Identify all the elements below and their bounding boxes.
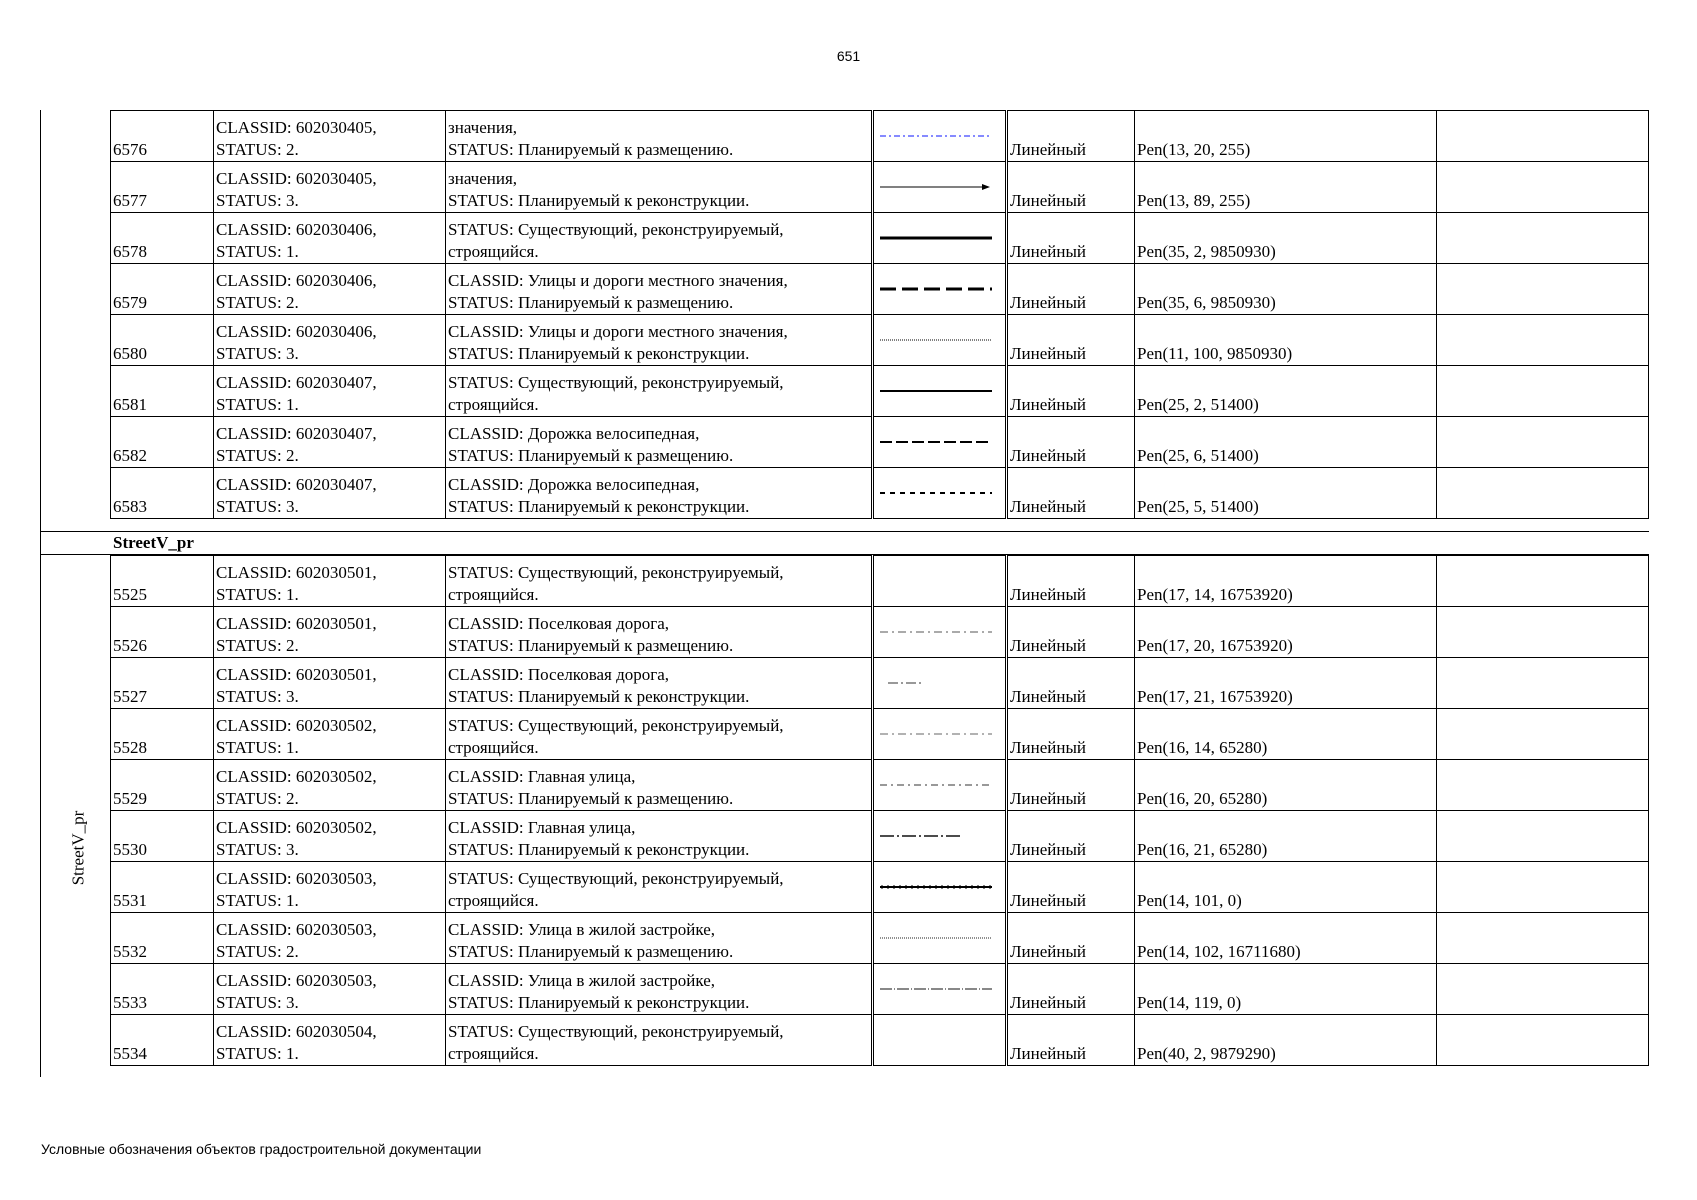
table-row [111, 709, 1649, 760]
row-classid-text: STATUS: 2. [216, 942, 299, 961]
row-code-text: 5526 [113, 636, 147, 655]
row-type [1007, 111, 1135, 162]
row-pen-text: Pen(13, 89, 255) [1137, 191, 1251, 210]
row-pen [1135, 162, 1437, 213]
row-pen [1135, 111, 1437, 162]
row-description-text: STATUS: Планируемый к реконструкции. [448, 993, 750, 1012]
line-symbol-icon [874, 164, 998, 210]
row-empty [1437, 315, 1649, 366]
row-pen-text: Pen(25, 5, 51400) [1137, 497, 1259, 516]
row-code [111, 913, 214, 964]
row-code-text: 5533 [113, 993, 147, 1012]
table-row [111, 760, 1649, 811]
document-footer: Условные обозначения объектов градостроительной документации [41, 1141, 482, 1157]
row-code-text: 6581 [113, 395, 147, 414]
line-symbol-icon [874, 609, 998, 655]
row-code [111, 213, 214, 264]
row-empty [1437, 709, 1649, 760]
row-description-text: STATUS: Планируемый к размещению. [448, 789, 734, 808]
row-symbol [873, 709, 1007, 760]
row-pen [1135, 1015, 1437, 1066]
row-classid-text: STATUS: 3. [216, 344, 299, 363]
row-description-text: строящийся. [448, 891, 539, 910]
row-description [446, 709, 873, 760]
row-classid [214, 709, 446, 760]
row-empty [1437, 964, 1649, 1015]
row-description-text: CLASSID: Дорожка велосипедная, [448, 424, 700, 443]
row-empty [1437, 162, 1649, 213]
row-description-text: CLASSID: Улицы и дороги местного значения, [448, 271, 788, 290]
row-code [111, 658, 214, 709]
row-description [446, 862, 873, 913]
row-code-text: 6583 [113, 497, 147, 516]
row-classid-text: STATUS: 3. [216, 840, 299, 859]
row-classid [214, 417, 446, 468]
row-empty [1437, 366, 1649, 417]
row-code-text: 6579 [113, 293, 147, 312]
row-classid-text: CLASSID: 602030502, [216, 818, 377, 837]
row-description-text: STATUS: Существующий, реконструируемый, [448, 1022, 784, 1041]
row-pen-text: Pen(16, 20, 65280) [1137, 789, 1268, 808]
row-code-text: 5527 [113, 687, 147, 706]
row-type-text: Линейный [1010, 891, 1086, 910]
row-code [111, 366, 214, 417]
row-description-text: CLASSID: Улица в жилой застройке, [448, 920, 716, 939]
line-symbol-icon [874, 762, 998, 808]
row-type-text: Линейный [1010, 789, 1086, 808]
row-pen-text: Pen(35, 6, 9850930) [1137, 293, 1276, 312]
row-description-text: строящийся. [448, 242, 539, 261]
row-classid-text: STATUS: 3. [216, 191, 299, 210]
row-classid-text: CLASSID: 602030405, [216, 169, 377, 188]
row-description [446, 213, 873, 264]
row-symbol [873, 658, 1007, 709]
row-type [1007, 862, 1135, 913]
row-classid [214, 760, 446, 811]
row-description [446, 162, 873, 213]
table-row [111, 111, 1649, 162]
row-description-text: CLASSID: Улицы и дороги местного значения, [448, 322, 788, 341]
row-type-text: Линейный [1010, 344, 1086, 363]
row-description [446, 366, 873, 417]
table-row [111, 1015, 1649, 1066]
line-symbol-icon [874, 660, 998, 706]
row-classid-text: STATUS: 2. [216, 293, 299, 312]
row-code [111, 607, 214, 658]
table-row [111, 213, 1649, 264]
row-description-text: STATUS: Планируемый к реконструкции. [448, 497, 750, 516]
row-description [446, 658, 873, 709]
row-empty [1437, 658, 1649, 709]
row-description-text: строящийся. [448, 395, 539, 414]
table-row [111, 862, 1649, 913]
row-pen-text: Pen(17, 20, 16753920) [1137, 636, 1293, 655]
row-symbol [873, 862, 1007, 913]
page-number: 651 [836, 48, 861, 64]
row-description-text: значения, [448, 118, 518, 137]
row-code-text: 6582 [113, 446, 147, 465]
row-pen [1135, 607, 1437, 658]
row-type-text: Линейный [1010, 738, 1086, 757]
line-symbol-icon [874, 966, 998, 1012]
row-type [1007, 417, 1135, 468]
row-pen-text: Pen(17, 21, 16753920) [1137, 687, 1293, 706]
row-empty [1437, 862, 1649, 913]
row-classid [214, 315, 446, 366]
row-type-text: Линейный [1010, 585, 1086, 604]
row-symbol [873, 811, 1007, 862]
table-row [111, 468, 1649, 519]
row-pen [1135, 556, 1437, 607]
row-classid-text: CLASSID: 602030501, [216, 665, 377, 684]
line-symbol-icon [874, 113, 998, 159]
row-description-text: STATUS: Планируемый к реконструкции. [448, 344, 750, 363]
row-classid [214, 264, 446, 315]
row-classid [214, 162, 446, 213]
line-symbol-icon [874, 813, 998, 859]
row-code [111, 162, 214, 213]
row-type [1007, 607, 1135, 658]
row-code [111, 556, 214, 607]
row-code-text: 5529 [113, 789, 147, 808]
row-classid [214, 213, 446, 264]
row-pen [1135, 913, 1437, 964]
row-description-text: значения, [448, 169, 518, 188]
row-empty [1437, 1015, 1649, 1066]
row-type [1007, 468, 1135, 519]
row-classid-text: CLASSID: 602030407, [216, 373, 377, 392]
row-type-text: Линейный [1010, 636, 1086, 655]
legend-table-bottom [110, 555, 1649, 1066]
row-type [1007, 913, 1135, 964]
row-pen-text: Pen(25, 6, 51400) [1137, 446, 1259, 465]
row-symbol [873, 162, 1007, 213]
row-type [1007, 760, 1135, 811]
row-pen [1135, 417, 1437, 468]
row-pen [1135, 468, 1437, 519]
row-empty [1437, 213, 1649, 264]
row-code [111, 111, 214, 162]
row-description [446, 417, 873, 468]
row-type [1007, 556, 1135, 607]
row-classid [214, 964, 446, 1015]
row-classid-text: STATUS: 1. [216, 738, 299, 757]
table-row [111, 556, 1649, 607]
line-symbol-icon [874, 368, 998, 414]
row-type-text: Линейный [1010, 687, 1086, 706]
row-classid-text: STATUS: 2. [216, 446, 299, 465]
row-type-text: Линейный [1010, 395, 1086, 414]
row-type-text: Линейный [1010, 993, 1086, 1012]
row-code-text: 6577 [113, 191, 147, 210]
row-type-text: Линейный [1010, 293, 1086, 312]
group-left-border-top [40, 110, 41, 532]
table-row [111, 913, 1649, 964]
row-description [446, 811, 873, 862]
row-description [446, 468, 873, 519]
row-classid-text: STATUS: 1. [216, 1044, 299, 1063]
row-symbol [873, 366, 1007, 417]
row-classid-text: STATUS: 2. [216, 140, 299, 159]
row-description-text: STATUS: Планируемый к размещению. [448, 140, 734, 159]
row-code [111, 264, 214, 315]
row-classid [214, 862, 446, 913]
row-symbol [873, 111, 1007, 162]
row-pen [1135, 964, 1437, 1015]
row-symbol [873, 1015, 1007, 1066]
line-symbol-icon [874, 317, 998, 363]
row-symbol [873, 315, 1007, 366]
row-pen-text: Pen(35, 2, 9850930) [1137, 242, 1276, 261]
line-symbol-icon [874, 915, 998, 961]
row-pen-text: Pen(14, 101, 0) [1137, 891, 1242, 910]
row-pen-text: Pen(17, 14, 16753920) [1137, 585, 1293, 604]
row-description [446, 760, 873, 811]
row-code-text: 5534 [113, 1044, 147, 1063]
line-symbol-icon [874, 558, 998, 604]
row-classid [214, 1015, 446, 1066]
row-description-text: STATUS: Планируемый к размещению. [448, 446, 734, 465]
row-code [111, 315, 214, 366]
line-symbol-icon [874, 419, 998, 465]
row-symbol [873, 556, 1007, 607]
row-classid [214, 607, 446, 658]
row-pen-text: Pen(25, 2, 51400) [1137, 395, 1259, 414]
row-empty [1437, 468, 1649, 519]
row-code-text: 5531 [113, 891, 147, 910]
row-symbol [873, 213, 1007, 264]
row-classid-text: CLASSID: 602030407, [216, 475, 377, 494]
row-pen-text: Pen(40, 2, 9879290) [1137, 1044, 1276, 1063]
row-code-text: 5528 [113, 738, 147, 757]
group-left-border-bottom [40, 555, 41, 1077]
row-classid-text: CLASSID: 602030407, [216, 424, 377, 443]
row-pen-text: Pen(13, 20, 255) [1137, 140, 1251, 159]
table-row [111, 162, 1649, 213]
row-classid [214, 658, 446, 709]
row-symbol [873, 264, 1007, 315]
row-empty [1437, 264, 1649, 315]
row-type [1007, 658, 1135, 709]
row-description-text: CLASSID: Дорожка велосипедная, [448, 475, 700, 494]
row-description [446, 556, 873, 607]
row-type-text: Линейный [1010, 840, 1086, 859]
row-type-text: Линейный [1010, 446, 1086, 465]
legend-table-top [110, 110, 1649, 519]
row-empty [1437, 913, 1649, 964]
row-description-text: STATUS: Планируемый к реконструкции. [448, 840, 750, 859]
row-description-text: STATUS: Существующий, реконструируемый, [448, 373, 784, 392]
row-classid-text: CLASSID: 602030502, [216, 716, 377, 735]
row-classid-text: CLASSID: 602030503, [216, 869, 377, 888]
row-classid-text: STATUS: 3. [216, 687, 299, 706]
row-classid-text: CLASSID: 602030502, [216, 767, 377, 786]
row-type [1007, 811, 1135, 862]
row-description-text: CLASSID: Главная улица, [448, 818, 636, 837]
row-description-text: CLASSID: Поселковая дорога, [448, 614, 670, 633]
row-type-text: Линейный [1010, 1044, 1086, 1063]
row-type-text: Линейный [1010, 242, 1086, 261]
table-row [111, 315, 1649, 366]
row-classid-text: CLASSID: 602030503, [216, 971, 377, 990]
table-row [111, 811, 1649, 862]
row-classid-text: STATUS: 1. [216, 891, 299, 910]
row-empty [1437, 111, 1649, 162]
row-pen [1135, 862, 1437, 913]
row-type [1007, 162, 1135, 213]
row-code [111, 811, 214, 862]
row-pen-text: Pen(14, 102, 16711680) [1137, 942, 1301, 961]
row-pen-text: Pen(16, 14, 65280) [1137, 738, 1268, 757]
row-empty [1437, 417, 1649, 468]
row-description [446, 1015, 873, 1066]
row-type-text: Линейный [1010, 942, 1086, 961]
line-symbol-icon [874, 864, 998, 910]
row-description-text: строящийся. [448, 738, 539, 757]
row-empty [1437, 556, 1649, 607]
row-code [111, 709, 214, 760]
table-row [111, 264, 1649, 315]
row-empty [1437, 760, 1649, 811]
row-empty [1437, 811, 1649, 862]
group-side-label-text: StreetV_pr [68, 810, 87, 886]
row-description-text: STATUS: Планируемый к размещению. [448, 293, 734, 312]
row-description-text: STATUS: Планируемый к реконструкции. [448, 191, 750, 210]
row-description-text: STATUS: Планируемый к размещению. [448, 636, 734, 655]
row-classid [214, 468, 446, 519]
row-code [111, 862, 214, 913]
row-classid-text: CLASSID: 602030406, [216, 271, 377, 290]
line-symbol-icon [874, 711, 998, 757]
table-row [111, 658, 1649, 709]
row-description-text: CLASSID: Улица в жилой застройке, [448, 971, 716, 990]
row-classid-text: CLASSID: 602030503, [216, 920, 377, 939]
group-header-label: StreetV_pr [113, 533, 194, 552]
row-type [1007, 366, 1135, 417]
row-description-text: STATUS: Существующий, реконструируемый, [448, 869, 784, 888]
row-code-text: 5530 [113, 840, 147, 859]
row-classid [214, 913, 446, 964]
row-description-text: строящийся. [448, 1044, 539, 1063]
table-row [111, 366, 1649, 417]
row-pen [1135, 264, 1437, 315]
row-pen-text: Pen(11, 100, 9850930) [1137, 344, 1293, 363]
row-description-text: STATUS: Существующий, реконструируемый, [448, 220, 784, 239]
row-classid-text: CLASSID: 602030406, [216, 322, 377, 341]
row-type-text: Линейный [1010, 497, 1086, 516]
row-classid [214, 366, 446, 417]
row-symbol [873, 607, 1007, 658]
row-code [111, 417, 214, 468]
row-pen [1135, 315, 1437, 366]
row-type [1007, 315, 1135, 366]
table-row [111, 417, 1649, 468]
row-classid-text: CLASSID: 602030406, [216, 220, 377, 239]
row-code [111, 964, 214, 1015]
line-symbol-icon [874, 215, 998, 261]
row-description [446, 264, 873, 315]
table-row [111, 964, 1649, 1015]
row-empty [1437, 607, 1649, 658]
row-type [1007, 964, 1135, 1015]
row-symbol [873, 964, 1007, 1015]
row-symbol [873, 417, 1007, 468]
row-type-text: Линейный [1010, 140, 1086, 159]
line-symbol-icon [874, 266, 998, 312]
row-description [446, 111, 873, 162]
row-code-text: 6578 [113, 242, 147, 261]
row-classid-text: STATUS: 1. [216, 585, 299, 604]
row-pen [1135, 213, 1437, 264]
row-pen [1135, 760, 1437, 811]
row-classid-text: STATUS: 2. [216, 789, 299, 808]
row-type [1007, 1015, 1135, 1066]
row-code [111, 760, 214, 811]
row-code-text: 6580 [113, 344, 147, 363]
row-description-text: STATUS: Существующий, реконструируемый, [448, 563, 784, 582]
row-symbol [873, 913, 1007, 964]
row-description-text: CLASSID: Главная улица, [448, 767, 636, 786]
group-side-label [58, 798, 98, 898]
row-code-text: 5532 [113, 942, 147, 961]
row-description [446, 315, 873, 366]
row-code [111, 468, 214, 519]
row-classid-text: CLASSID: 602030501, [216, 563, 377, 582]
line-symbol-icon [874, 470, 998, 516]
row-pen-text: Pen(16, 21, 65280) [1137, 840, 1268, 859]
row-classid [214, 111, 446, 162]
row-description-text: строящийся. [448, 585, 539, 604]
row-pen [1135, 658, 1437, 709]
row-type-text: Линейный [1010, 191, 1086, 210]
row-type [1007, 709, 1135, 760]
row-symbol [873, 468, 1007, 519]
row-description-text: STATUS: Существующий, реконструируемый, [448, 716, 784, 735]
row-description [446, 913, 873, 964]
row-classid-text: STATUS: 2. [216, 636, 299, 655]
row-description-text: CLASSID: Поселковая дорога, [448, 665, 670, 684]
row-description-text: STATUS: Планируемый к размещению. [448, 942, 734, 961]
row-symbol [873, 760, 1007, 811]
row-description [446, 964, 873, 1015]
row-classid-text: STATUS: 1. [216, 242, 299, 261]
row-classid-text: STATUS: 3. [216, 497, 299, 516]
row-code [111, 1015, 214, 1066]
row-type [1007, 264, 1135, 315]
row-classid-text: CLASSID: 602030501, [216, 614, 377, 633]
line-symbol-icon [874, 1017, 998, 1063]
row-classid-text: STATUS: 3. [216, 993, 299, 1012]
row-pen [1135, 366, 1437, 417]
row-pen [1135, 709, 1437, 760]
group-header-row [40, 531, 1649, 555]
row-description-text: STATUS: Планируемый к реконструкции. [448, 687, 750, 706]
row-code-text: 5525 [113, 585, 147, 604]
row-pen [1135, 811, 1437, 862]
row-description [446, 607, 873, 658]
row-classid-text: CLASSID: 602030405, [216, 118, 377, 137]
row-classid [214, 556, 446, 607]
row-pen-text: Pen(14, 119, 0) [1137, 993, 1242, 1012]
row-classid [214, 811, 446, 862]
row-type [1007, 213, 1135, 264]
table-row [111, 607, 1649, 658]
row-code-text: 6576 [113, 140, 147, 159]
row-classid-text: CLASSID: 602030504, [216, 1022, 377, 1041]
row-classid-text: STATUS: 1. [216, 395, 299, 414]
